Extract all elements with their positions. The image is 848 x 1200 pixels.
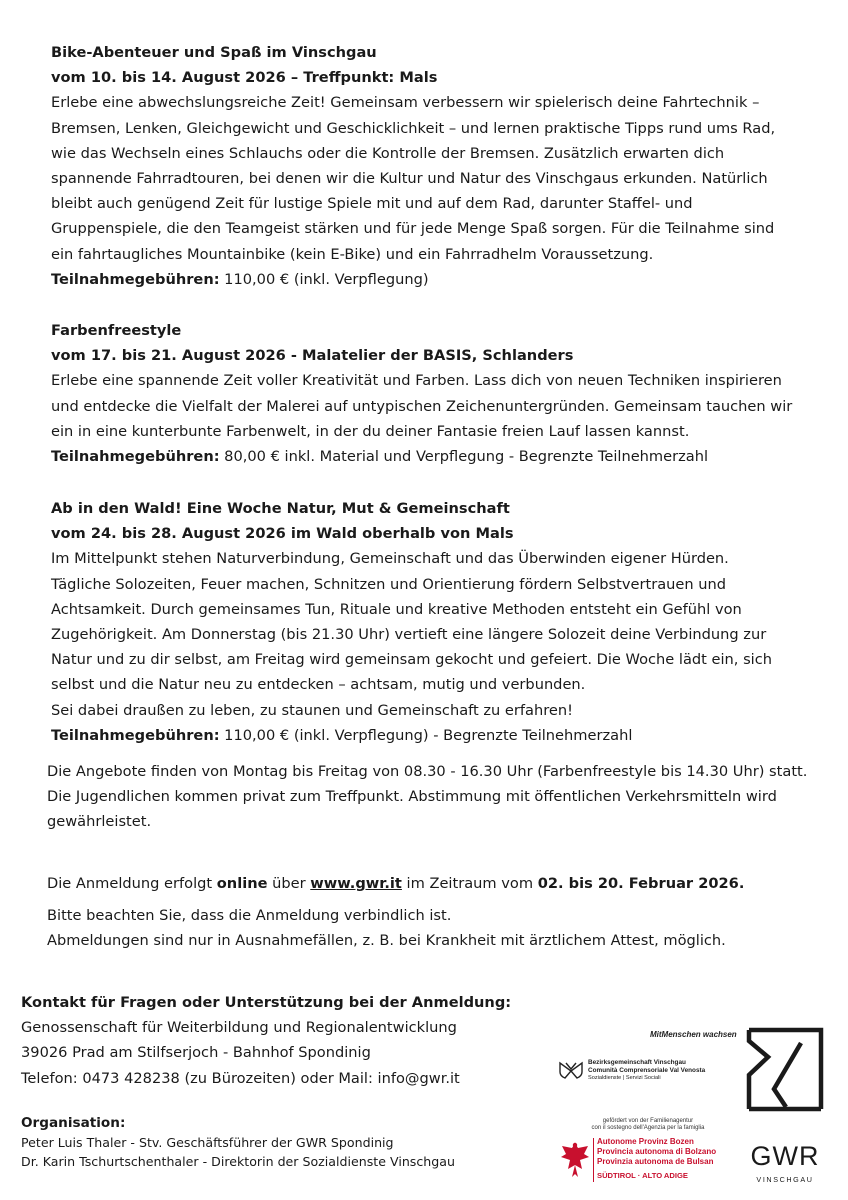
section-title: Bike-Abenteuer und Spaß im Vinschgau — [51, 44, 377, 61]
registration-online: online — [216, 875, 268, 892]
organisation-title: Organisation: — [21, 1115, 126, 1131]
contact-title: Kontakt für Fragen oder Unterstützung bei der Anmeldung: — [21, 994, 512, 1011]
website-link[interactable]: www.gwr.it — [310, 875, 402, 892]
section-farbenfreestyle — [51, 318, 811, 469]
gwr-name: GWR — [750, 1141, 820, 1171]
support-line2: con il sostegno dell'Agenzia per la famiglia — [591, 1125, 705, 1132]
province-line2: Provincia autonoma di Bolzano — [597, 1147, 717, 1156]
notice-line: Abmeldungen sind nur in Ausnahmefällen, z. B. bei Krankheit mit ärztlichem Attest, möglich. — [47, 932, 726, 950]
fee-line — [51, 444, 811, 469]
info-line: Die Jugendlichen kommen privat zum Treffpunkt. Abstimmung mit öffentlichen Verkehrsmitteln wird — [47, 788, 777, 806]
gwr-subtitle: VINSCHGAU — [756, 1175, 814, 1184]
contact-phone: Telefon: 0473 428238 (zu Bürozeiten) oder Mail: info@gwr.it — [21, 1069, 460, 1087]
province-logo — [560, 1137, 750, 1187]
registration-dates: 02. bis 20. Februar 2026. — [537, 875, 745, 892]
fee-label: Teilnahmegebühren: — [51, 270, 220, 288]
organisation-person: Dr. Karin Tschurtschenthaler - Direktorin der Sozialdienste Vinschgau — [21, 1154, 455, 1169]
body-line: Erlebe eine spannende Zeit voller Kreativität und Farben. Lass dich von neuen Techniken inspirieren — [51, 372, 782, 390]
section-wald — [51, 496, 811, 748]
bzg-line2: Comunità Comprensoriale Val Venosta — [588, 1066, 706, 1074]
organisation-person: Peter Luis Thaler - Stv. Geschäftsführer der GWR Spondinig — [21, 1135, 394, 1150]
body-line: Sei dabei draußen zu leben, zu staunen und Gemeinschaft zu erfahren! — [51, 701, 573, 719]
fee-value: 110,00 € (inkl. Verpflegung) - Begrenzte Teilnehmerzahl — [219, 726, 633, 744]
eagle-coat-of-arms-icon — [560, 1139, 590, 1181]
province-divider — [593, 1138, 594, 1182]
fee-label: Teilnahmegebühren: — [51, 448, 220, 466]
registration-pre: Die Anmeldung erfolgt — [47, 875, 217, 892]
body-line: ein in eine kunterbunte Farbenwelt, in der du deiner Fantasie freien Lauf lassen kannst. — [51, 422, 690, 440]
body-line: Zugehörigkeit. Am Donnerstag (bis 21.30 Uhr) vertieft eine längere Solozeit deine Verbindung zur — [51, 626, 767, 644]
bezirksgemeinschaft-logo — [558, 1059, 758, 1085]
registration-block — [47, 871, 817, 896]
info-line: gewährleistet. — [47, 813, 152, 831]
info-line: Die Angebote finden von Montag bis Freitag von 08.30 - 16.30 Uhr (Farbenfreestyle bis 14.30 Uhr) statt. — [47, 763, 808, 780]
section-subtitle: vom 10. bis 14. August 2026 – Treffpunkt: Mals — [51, 69, 438, 87]
contact-block — [21, 990, 541, 1091]
province-line1: Autonome Provinz Bozen — [597, 1137, 694, 1146]
fee-line — [51, 267, 811, 292]
body-line: Tägliche Solozeiten, Feuer machen, Schnitzen und Orientierung fördern Selbstvertrauen und — [51, 575, 727, 593]
gwr-logo — [746, 1027, 824, 1187]
section-bike — [51, 40, 811, 292]
body-line: Bremsen, Lenken, Gleichgewicht und Geschicklichkeit – und lernen praktische Tipps rund ums Rad, — [51, 119, 776, 137]
body-line: Gruppenspiele, die den Teamgeist stärken und für jede Menge Spaß sorgen. Für die Teilnahme sind — [51, 220, 775, 238]
body-line: ein fahrtaugliches Mountainbike (kein E-Bike) und ein Fahrradhelm Voraussetzung. — [51, 245, 654, 263]
bzg-line1: Bezirksgemeinschaft Vinschgau — [588, 1059, 686, 1066]
body-line: Im Mittelpunkt stehen Naturverbindung, Gemeinschaft und das Überwinden eigener Hürden. — [51, 550, 729, 568]
contact-org: Genossenschaft für Weiterbildung und Regionalentwicklung — [21, 1019, 457, 1037]
body-line: und entdecke die Vielfalt der Malerei auf untypischen Zeichenuntergründen. Gemeinsam tauchen wir — [51, 397, 793, 415]
notice-line: Bitte beachten Sie, dass die Anmeldung verbindlich ist. — [47, 907, 452, 924]
notice-block — [47, 903, 817, 953]
fee-line — [51, 723, 811, 748]
body-line: selbst und die Natur neu zu entdecken – achtsam, mutig und verbunden. — [51, 676, 586, 694]
body-line: Natur und zu dir selbst, am Freitag wird gemeinsam gekocht und gefeiert. Die Woche lädt ein, sich — [51, 651, 773, 669]
fee-value: 110,00 € (inkl. Verpflegung) — [219, 270, 429, 288]
organisation-block — [21, 1114, 541, 1171]
fee-label: Teilnahmegebühren: — [51, 726, 220, 744]
body-line: Achtsamkeit. Durch gemeinsames Tun, Rituale und kreative Methoden entsteht ein Gefühl von — [51, 600, 742, 618]
body-line: spannende Fahrradtouren, bei denen wir die Kultur und Natur des Vinschgaus erkunden. Natürlich — [51, 170, 768, 188]
registration-mid: über — [267, 875, 311, 892]
section-title: Ab in den Wald! Eine Woche Natur, Mut & Gemeinschaft — [51, 500, 510, 517]
tagline: MitMenschen wachsen — [650, 1030, 737, 1039]
section-subtitle: vom 17. bis 21. August 2026 - Malatelier der BASIS, Schlanders — [51, 347, 574, 365]
support-note — [558, 1118, 738, 1133]
registration-line — [47, 871, 817, 896]
contact-address: 39026 Prad am Stilfserjoch - Bahnhof Spondinig — [21, 1044, 371, 1062]
province-line3: Provinzia autonoma de Bulsan — [597, 1157, 714, 1166]
bezirksgemeinschaft-icon — [558, 1060, 584, 1080]
bzg-line3: Sozialdienste | Servizi Sociali — [588, 1075, 661, 1082]
registration-mid2: im Zeitraum vom — [401, 875, 538, 892]
support-line1: gefördert von der Familienagentur — [602, 1118, 694, 1124]
section-title: Farbenfreestyle — [51, 322, 182, 339]
gwr-mark-icon — [746, 1027, 824, 1137]
body-line: Erlebe eine abwechslungsreiche Zeit! Gemeinsam verbessern wir spielerisch deine Fahrtechnik – — [51, 94, 760, 112]
info-block — [47, 759, 817, 835]
fee-value: 80,00 € inkl. Material und Verpflegung - Begrenzte Teilnehmerzahl — [219, 448, 709, 466]
body-line: bleibt auch genügend Zeit für lustige Spiele mit und auf dem Rad, darunter Staffel- und — [51, 195, 693, 213]
province-line4: SÜDTIROL · ALTO ADIGE — [597, 1171, 688, 1180]
section-subtitle: vom 24. bis 28. August 2026 im Wald oberhalb von Mals — [51, 525, 514, 543]
body-line: wie das Wechseln eines Schlauchs oder die Kontrolle der Bremsen. Zusätzlich erwarten dich — [51, 144, 725, 162]
